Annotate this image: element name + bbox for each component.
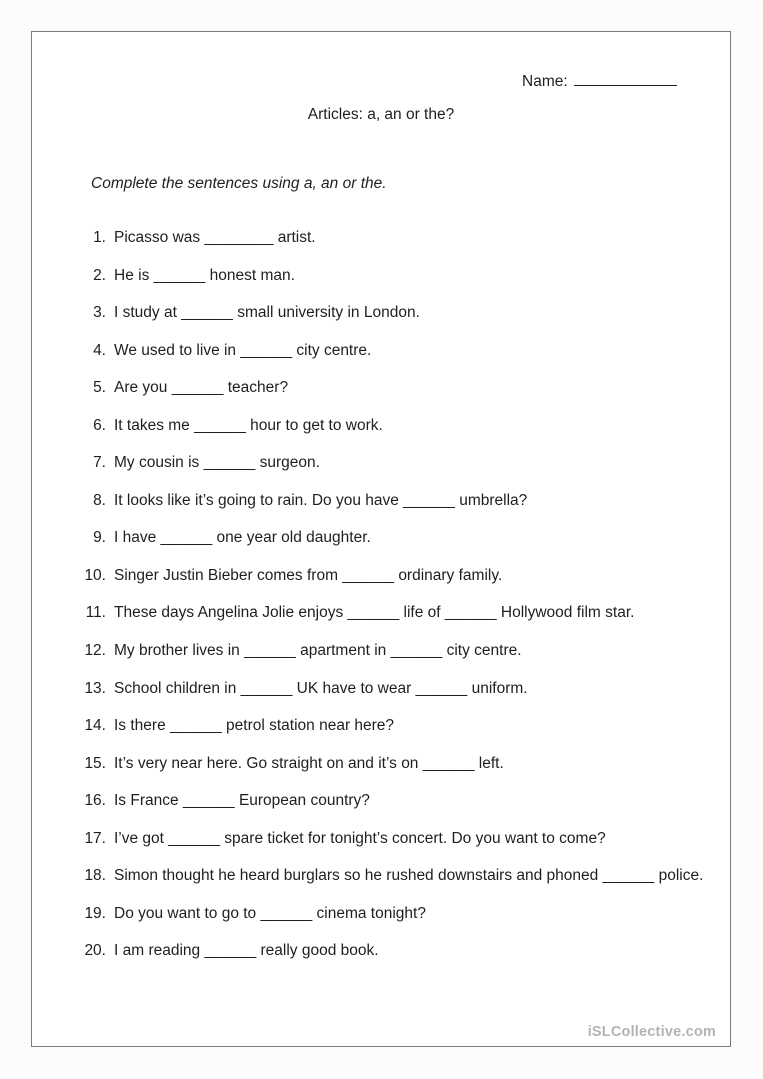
item-number: 11. (85, 604, 106, 622)
item-text: Singer Justin Bieber comes from ______ ordinary family. (114, 566, 503, 584)
sentence-item (32, 641, 730, 679)
item-text: We used to live in ______ city centre. (114, 341, 372, 359)
item-text: Simon thought he heard burglars so he rushed downstairs and phoned ______ police. (114, 867, 704, 885)
item-number: 8. (93, 491, 106, 509)
item-number: 10. (84, 566, 106, 584)
item-number: 9. (93, 529, 106, 547)
item-text: Do you want to go to ______ cinema tonight? (114, 904, 426, 922)
item-number: 5. (93, 379, 106, 397)
item-number: 12. (84, 642, 106, 660)
sentence-item (32, 603, 730, 641)
islcollective-watermark: iSLCollective.com (587, 1024, 716, 1040)
item-text: He is ______ honest man. (114, 266, 295, 284)
item-text: Are you ______ teacher? (114, 379, 289, 397)
item-text: It’s very near here. Go straight on and it’s on ______ left. (114, 754, 504, 772)
sentence-item (32, 416, 730, 454)
item-text: Picasso was ________ artist. (114, 229, 316, 246)
sentence-item (32, 866, 730, 904)
item-number: 1. (93, 229, 106, 246)
sentence-list (32, 228, 730, 979)
item-number: 7. (93, 454, 106, 472)
item-text: I study at ______ small university in London. (114, 304, 420, 322)
item-text: Is France ______ European country? (114, 792, 370, 810)
item-text: These days Angelina Jolie enjoys ______ life of ______ Hollywood film star. (114, 604, 635, 622)
item-number: 18. (84, 867, 106, 885)
sentence-item (32, 528, 730, 566)
worksheet-page (31, 31, 731, 1047)
sentence-item (32, 228, 730, 266)
item-text: My cousin is ______ surgeon. (114, 454, 320, 472)
name-blank-line (574, 70, 677, 86)
item-number: 13. (84, 679, 106, 697)
sentence-item (32, 829, 730, 867)
item-text: It takes me ______ hour to get to work. (114, 416, 383, 434)
item-text: School children in ______ UK have to wear ______ uniform. (114, 679, 528, 697)
sentence-item (32, 266, 730, 304)
name-label: Name: (522, 73, 568, 90)
item-text: My brother lives in ______ apartment in ______ city centre. (114, 642, 522, 660)
name-row (522, 70, 677, 91)
item-number: 3. (93, 304, 106, 322)
item-text: I am reading ______ really good book. (114, 942, 379, 960)
worksheet-title: Articles: a, an or the? (307, 106, 455, 123)
sentence-item (32, 679, 730, 717)
item-number: 2. (93, 266, 106, 284)
item-number: 20. (84, 942, 106, 960)
item-text: I have ______ one year old daughter. (114, 529, 371, 547)
sentence-item (32, 491, 730, 529)
item-number: 6. (93, 416, 106, 434)
sentence-item (32, 453, 730, 491)
sentence-item (32, 566, 730, 604)
sentence-item (32, 904, 730, 942)
item-text: It looks like it’s going to rain. Do you have ______ umbrella? (114, 491, 528, 509)
sentence-item (32, 341, 730, 379)
instruction-text: Complete the sentences using a, an or the. (91, 175, 387, 192)
item-text: I’ve got ______ spare ticket for tonight’s concert. Do you want to come? (114, 829, 606, 847)
item-number: 14. (84, 717, 106, 735)
sentence-item (32, 716, 730, 754)
sentence-item (32, 941, 730, 979)
sentence-item (32, 791, 730, 829)
sentence-item (32, 303, 730, 341)
item-text: Is there ______ petrol station near here? (114, 717, 395, 735)
item-number: 4. (93, 341, 106, 359)
item-number: 15. (84, 754, 106, 772)
item-number: 17. (84, 829, 106, 847)
item-number: 19. (84, 904, 106, 922)
sentence-item (32, 378, 730, 416)
sentence-item (32, 754, 730, 792)
item-number: 16. (84, 792, 106, 810)
